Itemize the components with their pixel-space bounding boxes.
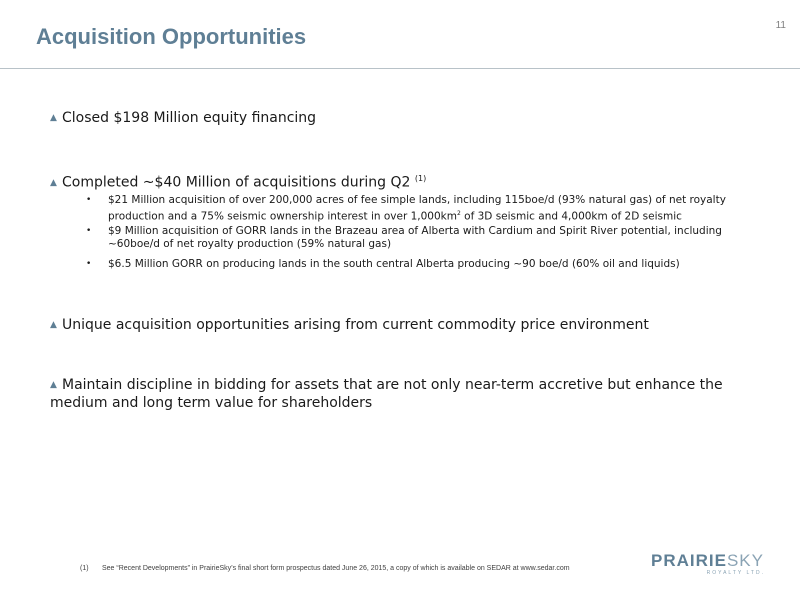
bullet-dot-icon: • bbox=[86, 259, 92, 269]
sub-bullet-text-cont: of 3D seismic and 4,000km of 2D seismic bbox=[460, 210, 682, 223]
logo-word-prairie: PRAIRIE bbox=[651, 551, 727, 570]
bullet-closed-financing bbox=[50, 109, 770, 127]
superscript: 2 bbox=[456, 210, 461, 217]
sub-bullet-text: $6.5 Million GORR on producing lands in the south central Alberta producing ~90 boe/d (60% oil and liquids) bbox=[108, 258, 680, 270]
caret-up-icon: ▲ bbox=[50, 380, 57, 390]
company-logo bbox=[651, 552, 769, 582]
page-number: 11 bbox=[775, 20, 786, 31]
bullet-unique-opportunities bbox=[50, 316, 770, 334]
sub-bullet-text: $21 Million acquisition of over 200,000 acres of fee simple lands, including 115boe/d (93% natural gas) of net royalty production and a 75% seismic ownership interest in over 1,000km bbox=[108, 194, 726, 223]
bullet-text: Completed ~$40 Million of acquisitions during Q2 bbox=[62, 174, 411, 191]
bullet-dot-icon: • bbox=[86, 226, 92, 236]
caret-up-icon: ▲ bbox=[50, 113, 57, 123]
sub-bullet-6-5m-gorr bbox=[86, 258, 760, 271]
footnote bbox=[80, 565, 570, 572]
header-divider bbox=[0, 68, 800, 69]
bullet-completed-acquisitions bbox=[50, 170, 770, 192]
bullet-text: Closed $198 Million equity financing bbox=[62, 110, 317, 126]
footnote-number: (1) bbox=[80, 565, 89, 572]
bullet-text: Unique acquisition opportunities arising from current commodity price environment bbox=[62, 317, 649, 333]
sub-bullet-9m-acquisition bbox=[86, 225, 760, 251]
sub-bullet-21m-acquisition bbox=[86, 194, 760, 224]
footnote-text: See “Recent Developments” in PrairieSky’s final short form prospectus dated June 26, 2015, a copy of which is available on SEDAR at www.sedar.com bbox=[102, 565, 570, 572]
bullet-text: Maintain discipline in bidding for assets that are not only near-term accretive but enhance the medium and long term value for shareholders bbox=[50, 377, 723, 411]
logo-tagline: ROYALTY LTD. bbox=[706, 570, 765, 576]
caret-up-icon: ▲ bbox=[50, 177, 57, 188]
sub-bullet-text: $9 Million acquisition of GORR lands in the Brazeau area of Alberta with Cardium and Spirit River potential, including ~60boe/d of net royalty production (59% natural gas) bbox=[108, 225, 722, 250]
logo-word-sky: SKY bbox=[726, 551, 764, 570]
footnote-reference: (1) bbox=[414, 174, 427, 183]
page-title: Acquisition Opportunities bbox=[36, 24, 307, 49]
caret-up-icon: ▲ bbox=[50, 320, 57, 330]
bullet-dot-icon: • bbox=[86, 195, 92, 205]
bullet-maintain-discipline bbox=[50, 376, 770, 412]
